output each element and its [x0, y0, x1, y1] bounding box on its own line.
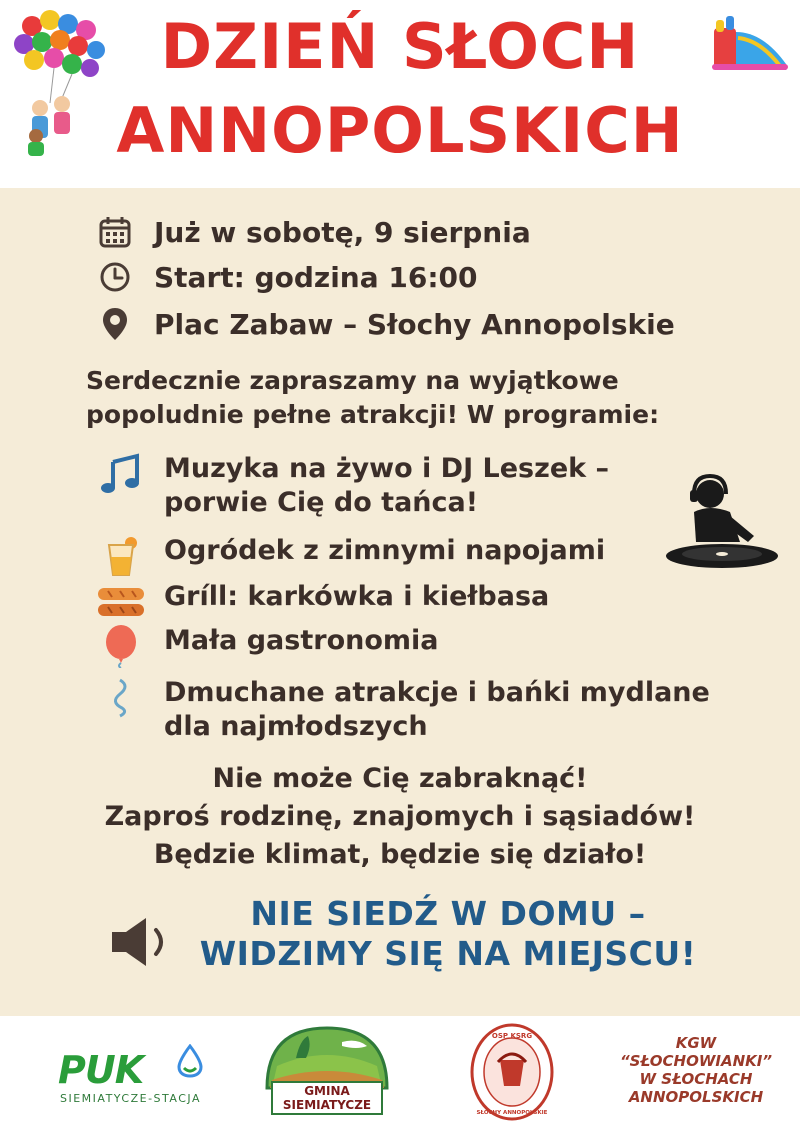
info-location-text: Plac Zabaw – Słochy Annopolskie	[154, 307, 675, 341]
sponsor-footer	[0, 1016, 800, 1130]
program-item-inflatables	[96, 676, 710, 744]
cta-line2: WIDZIMY SIĘ NA MIEJSCU!	[199, 934, 697, 973]
program-inflatables-line2: dla najmłodszych	[164, 711, 428, 742]
program-grill-line1: Gríll: karkówka i kiełbasa	[164, 581, 550, 612]
program-gastronomy-line1: Mała gastronomia	[164, 625, 439, 656]
kgw-slochowianki-label	[596, 1034, 796, 1106]
gmina-siemiatycze-logo	[262, 1022, 392, 1122]
header	[0, 0, 800, 188]
intro-text	[86, 364, 726, 432]
puk-logo	[58, 1044, 218, 1114]
closing-line1: Nie może Cię zabraknąć!	[212, 763, 588, 794]
location-pin-icon	[96, 305, 134, 343]
program-inflatables-line1: Dmuchane atrakcje i bańki mydlane	[164, 677, 710, 708]
intro-line1: Serdecznie zapraszamy na wyjątkowe	[86, 366, 619, 395]
closing-line3: Będzie klimat, będzie się działo!	[153, 839, 647, 870]
calendar-icon	[96, 213, 134, 251]
kgw-line4: ANNOPOLSKICH	[628, 1088, 764, 1106]
bouncy-castle-illustration	[708, 12, 790, 72]
info-date-text: Już w sobotę, 9 sierpnia	[154, 215, 531, 249]
program-item-drinks	[96, 534, 605, 578]
gmina-label-line1: GMINA	[304, 1084, 350, 1098]
sausage-icon	[96, 580, 146, 624]
event-title-line2: ANNOPOLSKICH	[116, 94, 684, 167]
intro-line2: popoludnie pełne atrakcji! W programie:	[86, 400, 660, 429]
clock-icon	[96, 258, 134, 296]
program-item-gastronomy	[96, 624, 439, 668]
info-date	[96, 212, 531, 252]
puk-logo-subtitle: SIEMIATYCZE-STACJA	[60, 1092, 201, 1105]
info-location	[96, 304, 675, 344]
program-drinks-line1: Ogródek z zimnymi napojami	[164, 535, 606, 566]
info-time-text: Start: godzina 16:00	[154, 260, 478, 294]
kgw-line1: KGW	[675, 1034, 717, 1052]
program-item-grill	[96, 580, 549, 624]
dj-illustration	[664, 472, 780, 576]
drink-icon	[96, 534, 146, 578]
gmina-label-line2: SIEMIATYCZE	[282, 1098, 372, 1112]
balloon-string-icon	[96, 676, 146, 720]
cta-line1: NIE SIEDŹ W DOMU –	[250, 894, 646, 933]
kgw-line3: W SŁOCHACH	[639, 1070, 753, 1088]
balloon-icon	[96, 624, 146, 668]
osp-bottom-label: SŁOCHY ANNOPOLSKIE	[476, 1110, 548, 1116]
closing-line2: Zaproś rodzinę, znajomych i sąsiadów!	[104, 801, 696, 832]
program-music-line2: porwie Cię do tańca!	[164, 487, 479, 518]
osp-top-label: OSP KSRG	[491, 1032, 533, 1040]
program-item-music	[96, 452, 609, 520]
music-note-icon	[96, 452, 146, 496]
water-drop-icon	[176, 1044, 204, 1078]
event-title-line1: DZIEŃ SŁOCH	[160, 10, 640, 83]
speaker-icon	[108, 912, 178, 972]
closing-text	[0, 760, 800, 874]
program-music-line1: Muzyka na żywo i DJ Leszek –	[164, 453, 610, 484]
osp-ksrg-emblem	[470, 1022, 554, 1122]
puk-logo-word: PUK	[58, 1048, 144, 1092]
info-time	[96, 257, 478, 297]
kgw-line2: “SŁOCHOWIANKI”	[619, 1052, 773, 1070]
